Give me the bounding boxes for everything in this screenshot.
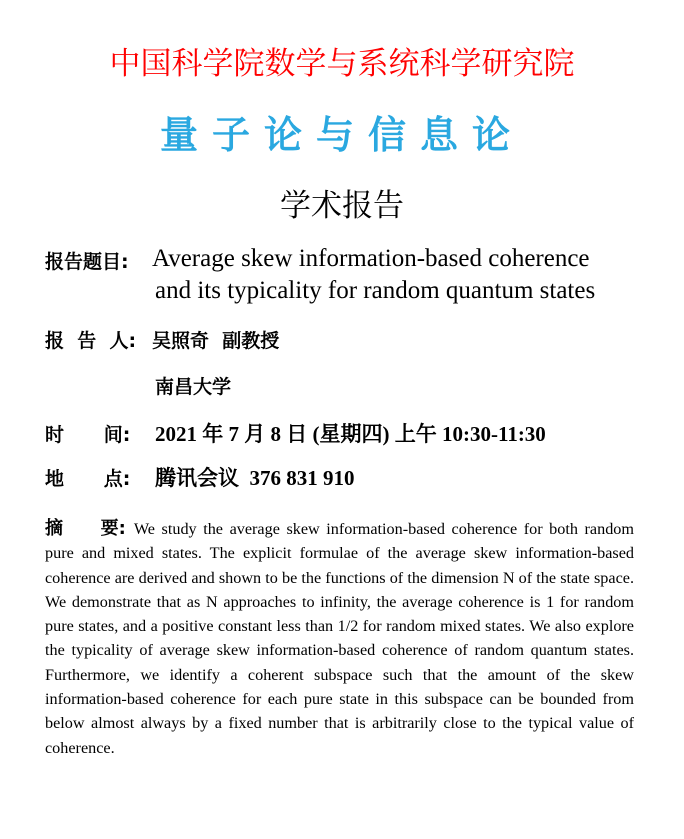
- abstract-text: We study the average skew information-based coherence for both random pure and mixed states. The explicit formulae of the average skew information-based coherence are derived and shown to be the functions of the dimension N of the state space. We demonstrate that as N approaches to infinity, the average coherence is 1 for random pure states, and a positive constant less than 1/2 for random mixed states. We also explore the typicality of average skew information-based coherence of random quantum states. Furthermore, we identify a coherent subspace such that the amount of the skew information-based coherence for each pure state in this subspace can be bounded from below almost always by a fixed number that is arbitrarily close to the typical value of coherence.: [45, 520, 634, 757]
- talk-title-line-1: Average skew information-based coherence: [152, 245, 590, 272]
- talk-title-line-2: and its typicality for random quantum states: [155, 277, 596, 304]
- place-row: [45, 462, 355, 492]
- affiliation-row: [155, 372, 231, 399]
- time-label: 时 间:: [45, 424, 131, 446]
- time-row: [45, 418, 546, 448]
- place-label: 地 点:: [45, 468, 131, 490]
- talk-title-label: 报告题目:: [45, 251, 129, 273]
- seminar-series-title: 量子论与信息论: [159, 112, 524, 157]
- speaker-affiliation: 南昌大学: [155, 376, 232, 398]
- talk-title: [152, 243, 595, 307]
- talk-title-row: [45, 245, 596, 304]
- speaker-name: 吴照奇 副教授: [152, 330, 280, 352]
- event-type-heading: 学术报告: [280, 188, 404, 224]
- institute-name: 中国科学院数学与系统科学研究院: [109, 46, 575, 82]
- talk-place: 腾讯会议 376 831 910: [155, 466, 355, 490]
- talk-time: 2021 年 7 月 8 日 (星期四) 上午 10:30-11:30: [155, 422, 546, 446]
- speaker-label: 报 告 人:: [45, 330, 137, 352]
- abstract-label: 摘 要:: [45, 518, 126, 539]
- speaker-row: [45, 326, 279, 353]
- abstract-paragraph: [45, 517, 634, 760]
